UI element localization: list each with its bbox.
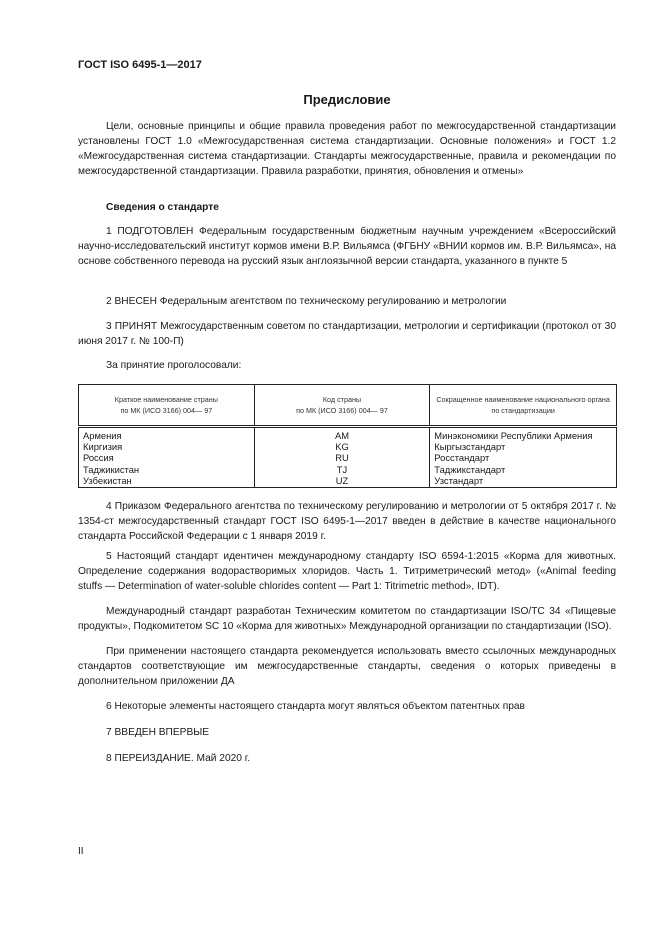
table-row (79, 441, 617, 452)
cell-code: UZ (254, 475, 430, 488)
cell-body: Узстандарт (430, 475, 617, 488)
table-row (79, 475, 617, 488)
cell-code: KG (254, 441, 430, 452)
item-3-paragraph: 3 ПРИНЯТ Межгосударственным советом по стандартизации, метрологии и сертификации (протокол от 30 июня 2017 г. № 100-П) (78, 321, 616, 347)
document-id: ГОСТ ISO 6495-1—2017 (78, 59, 202, 71)
table-row (79, 427, 617, 442)
header-standards-body: Сокращенное наименование национального органа по стандартизации (430, 385, 617, 427)
page-title: Предисловие (303, 92, 391, 107)
cell-country: Таджикистан (79, 464, 255, 475)
page-number: II (78, 846, 84, 857)
voting-table (78, 384, 617, 488)
item-5-paragraph: 5 Настоящий стандарт идентичен международному стандарту ISO 6594-1:2015 «Корма для животных. Определение содержания водорастворимых хлоридов. Часть 1. Титриметрический метод» («Animal feeding stuffs — Determination of water-soluble chlorides content — Part 1: Titrimetric method», IDT). (78, 551, 616, 592)
cell-body: Таджикстандарт (430, 464, 617, 475)
cell-country: Узбекистан (79, 475, 255, 488)
header-country-name: Краткое наименование страны по МК (ИСО 3166) 004— 97 (79, 385, 255, 427)
intro-paragraph: Цели, основные принципы и общие правила проведения работ по межгосударственной стандартизации установлены ГОСТ 1.0 «Межгосударственная система стандартизации. Основные положения» и ГОСТ 1.2 «Межгосударственная система стандартизации. Стандарты межгосударственные, правила и рекомендации по межгосударственной стандартизации. Правила разработки, принятия, обновления и отмены» (78, 121, 616, 177)
item-7-paragraph: 7 ВВЕДЕН ВПЕРВЫЕ (106, 727, 210, 738)
item-8-paragraph: 8 ПЕРЕИЗДАНИЕ. Май 2020 г. (106, 753, 251, 764)
cell-body: Кыргызстандарт (430, 441, 617, 452)
cell-code: AM (254, 427, 430, 442)
header-country-code: Код страны по МК (ИСО 3166) 004— 97 (254, 385, 430, 427)
vote-intro: За принятие проголосовали: (106, 360, 242, 371)
item-1-paragraph: 1 ПОДГОТОВЛЕН Федеральным государственным бюджетным научным учреждением «Всероссийский научно-исследовательский институт кормов имени В.Р. Вильямса (ФГБНУ «ВНИИ кормов им. В.Р. Вильямса», на основе собственного перевода на русский язык англоязычной версии стандарта, указанного в пункте 5 (78, 226, 616, 267)
cell-code: TJ (254, 464, 430, 475)
item-4-paragraph: 4 Приказом Федерального агентства по техническому регулированию и метрологии от 5 октября 2017 г. № 1354-ст межгосударственный стандарт ГОСТ ISO 6495-1—2017 введен в действие в качестве национального стандарта Российской Федерации с 1 января 2019 г. (78, 501, 616, 542)
item-2-paragraph: 2 ВНЕСЕН Федеральным агентством по техническому регулированию и метрологии (106, 296, 507, 307)
cell-body: Минэкономики Республики Армения (430, 427, 617, 442)
cell-country: Россия (79, 452, 255, 463)
cell-country: Киргизия (79, 441, 255, 452)
table-header-row (79, 385, 617, 427)
table-row (79, 464, 617, 475)
section-heading: Сведения о стандарте (106, 202, 219, 213)
table-row (79, 452, 617, 463)
item-6-paragraph: 6 Некоторые элементы настоящего стандарта могут являться объектом патентных прав (106, 701, 525, 712)
cell-code: RU (254, 452, 430, 463)
cell-body: Росстандарт (430, 452, 617, 463)
item-5-committee-paragraph: Международный стандарт разработан Техническим комитетом по стандартизации ISO/TC 34 «Пищевые продукты», Подкомитетом SC 10 «Корма для животных» Международной организации по стандартизации (ISO). (78, 606, 616, 632)
item-5-references-paragraph: При применении настоящего стандарта рекомендуется использовать вместо ссылочных международных стандартов соответствующие им межгосударственные стандарты, сведения о которых приведены в дополнительном приложении ДА (78, 646, 616, 687)
cell-country: Армения (79, 427, 255, 442)
